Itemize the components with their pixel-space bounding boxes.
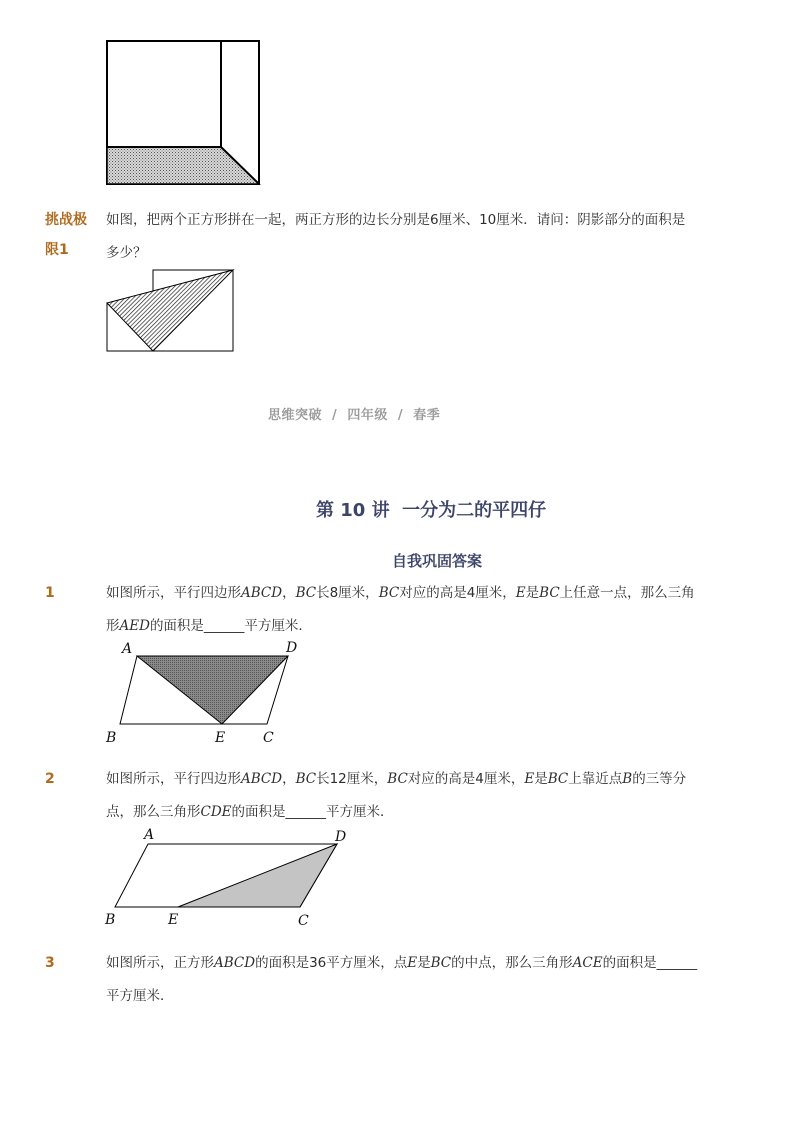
challenge-label <box>45 205 105 265</box>
problem-1-line1: 如图所示，平行四边形ABCD，BC长8厘米，BC对应的高是4厘米，E是BC上任意一点，那么三角 <box>106 585 695 601</box>
problem-1-line2: 形AED的面积是______平方厘米． <box>106 618 312 634</box>
challenge-label-line2: 限1 <box>45 242 69 258</box>
point-label-b: B <box>106 730 117 746</box>
problem-3-text <box>106 947 746 1013</box>
problem-1-text <box>106 577 746 643</box>
point-label-a: A <box>144 827 155 843</box>
challenge-text <box>106 204 736 270</box>
point-label-a: A <box>122 641 133 657</box>
point-label-c: C <box>298 913 309 929</box>
point-label-e: E <box>168 912 179 928</box>
lecture-subtitle: 自我巩固答案 <box>392 552 483 570</box>
problem-number-3: 3 <box>45 955 55 971</box>
parallelogram-figure-1 <box>100 638 310 748</box>
problem-3-line1: 如图所示，正方形ABCD的面积是36平方厘米，点E是BC的中点，那么三角形ACE的面积是______ <box>106 955 698 971</box>
square-shaded-figure <box>100 35 270 195</box>
problem-number-2: 2 <box>45 771 55 787</box>
two-squares-figure <box>100 263 240 358</box>
problem-2-line1: 如图所示，平行四边形ABCD，BC长12厘米，BC对应的高是4厘米，E是BC上靠近点B的三等分 <box>106 771 687 787</box>
problem-number-1: 1 <box>45 585 55 601</box>
point-label-c: C <box>263 730 274 746</box>
point-label-d: D <box>335 829 347 845</box>
challenge-text-line1: 如图，把两个正方形拼在一起，两正方形的边长分别是6厘米、10厘米．请问：阴影部分的面积是 <box>106 212 686 228</box>
challenge-text-line2: 多少？ <box>106 245 147 261</box>
parallelogram-figure-2 <box>100 825 350 930</box>
point-label-b: B <box>105 912 116 928</box>
problem-3-line2: 平方厘米． <box>106 988 174 1004</box>
challenge-label-line1: 挑战极 <box>45 212 87 228</box>
point-label-d: D <box>286 640 298 656</box>
problem-2-text <box>106 763 746 829</box>
problem-2-line2: 点，那么三角形CDE的面积是______平方厘米． <box>106 804 394 820</box>
page-footer: 思维突破 / 四年级 / 春季 <box>268 408 441 423</box>
lecture-title: 第 10 讲 一分为二的平四仔 <box>316 500 547 521</box>
point-label-e: E <box>215 730 226 746</box>
